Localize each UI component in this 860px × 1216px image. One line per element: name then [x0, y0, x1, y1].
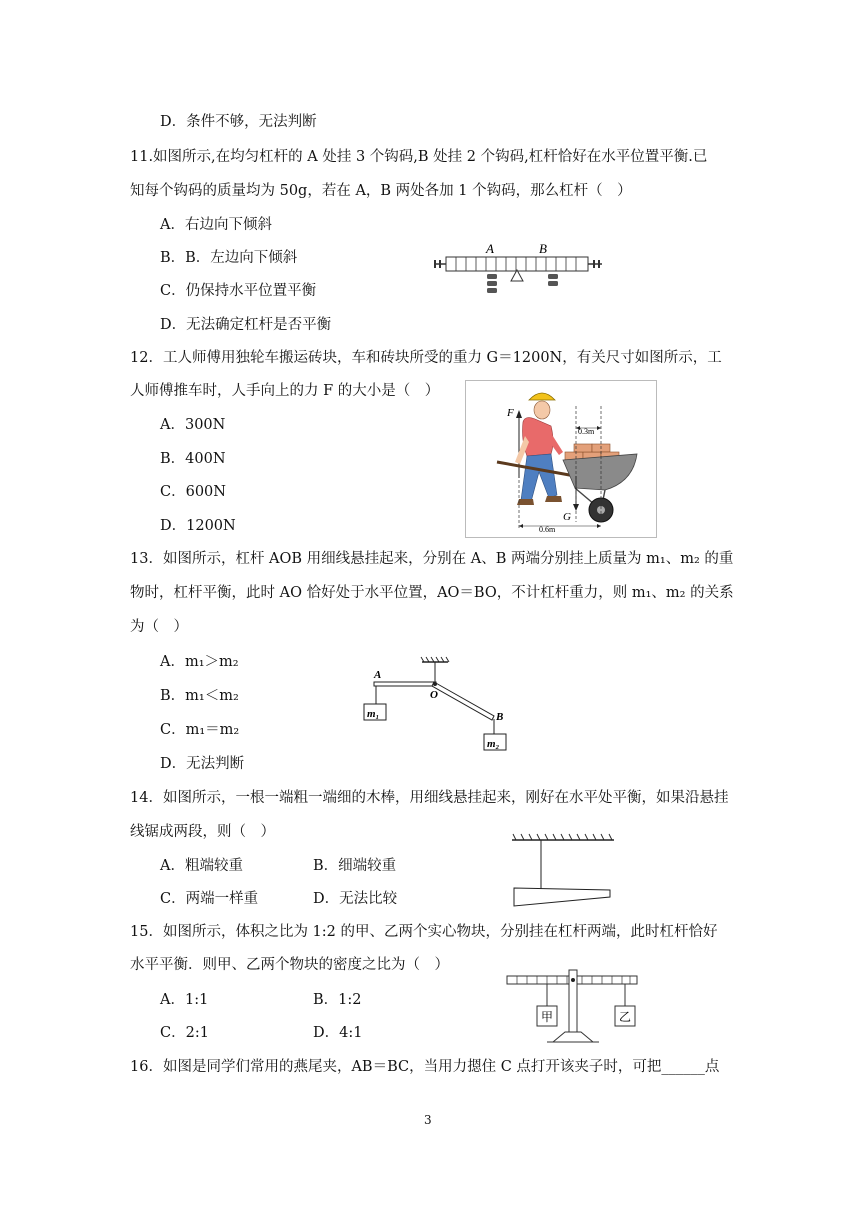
q12-option-b: B．400N [160, 451, 226, 467]
q12-option-d: D．1200N [160, 518, 236, 534]
q15-option-a: A．1:1 [160, 992, 209, 1008]
q10-option-d: D．条件不够，无法判断 [160, 114, 317, 130]
q11-option-c: C．仍保持水平位置平衡 [160, 283, 317, 299]
q13-option-a: A．m₁＞m₂ [160, 654, 239, 670]
q13-stem-line2: 物时，杠杆平衡，此时 AO 恰好处于水平位置，AO＝BO，不计杠杆重力，则 m₁、m₂ 的关系 [130, 585, 734, 601]
q13-fig-label-b: B [496, 711, 504, 723]
q12-option-a: A．300N [160, 417, 226, 433]
q13-option-d: D．无法判断 [160, 756, 245, 772]
q12-wheelbarrow-figure [465, 380, 657, 538]
q13-stem-line1: 13．如图所示，杠杆 AOB 用细线悬挂起来，分别在 A、B 两端分别挂上质量为 m₁、m₂ 的重 [130, 551, 734, 567]
q15-option-d: D．4:1 [313, 1025, 363, 1041]
q11-fig-label-b: B [539, 241, 547, 256]
q11-lever-figure [430, 238, 610, 300]
q13-fig-label-o: O [430, 689, 438, 701]
page-number: 3 [424, 1113, 432, 1127]
q12-stem-line2: 人师傅推车时，人手向上的力 F 的大小是（ ） [130, 383, 440, 399]
q14-option-d: D．无法比较 [313, 891, 398, 907]
q11-option-b: B．B．左边向下倾斜 [160, 250, 298, 266]
q12-fig-label-g: G [563, 511, 571, 523]
q11-weights-a [487, 274, 497, 293]
q14-option-b: B．细端较重 [313, 858, 397, 874]
q12-fig-label-f: F [507, 407, 514, 419]
q13-fig-label-a: A [374, 669, 382, 681]
q15-option-c: C．2:1 [160, 1025, 209, 1041]
q12-stem-line1: 12．工人师傅用独轮车搬运砖块，车和砖块所受的重力 G＝1200N，有关尺寸如图所示，工 [130, 350, 722, 366]
q11-stem-line2: 知每个钩码的质量均为 50g，若在 A，B 两处各加 1 个钩码，那么杠杆（ ） [130, 183, 632, 199]
q11-fig-label-a: A [486, 241, 494, 256]
q15-option-b: B．1:2 [313, 992, 362, 1008]
q11-weights-b [548, 274, 558, 286]
q12-fig-dim-short: 0.3m [578, 427, 595, 436]
q11-option-d: D．无法确定杠杆是否平衡 [160, 317, 332, 333]
q11-stem-line1: 11.如图所示,在均匀杠杆的 A 处挂 3 个钩码,B 处挂 2 个钩码,杠杆恰好在水平位置平衡.已 [130, 149, 708, 165]
q13-fig-label-m2: m₂ [487, 738, 500, 750]
q14-stem-line1: 14．如图所示，一根一端粗一端细的木棒，用细线悬挂起来，刚好在水平处平衡，如果沿悬挂 [130, 790, 729, 806]
q12-fig-dim-long: 0.6m [539, 525, 556, 534]
q15-fig-label-jia: 甲 [540, 1010, 554, 1024]
q15-lever-figure [505, 966, 640, 1046]
q11-option-a: A．右边向下倾斜 [160, 217, 272, 233]
q13-lever-figure [362, 656, 512, 754]
q15-stem-line2: 水平平衡．则甲、乙两个物块的密度之比为（ ） [130, 957, 449, 973]
q12-option-c: C．600N [160, 484, 226, 500]
q14-option-c: C．两端一样重 [160, 891, 259, 907]
q13-option-b: B．m₁＜m₂ [160, 688, 239, 704]
q14-stem-line2: 线锯成两段，则（ ） [130, 824, 275, 840]
q15-stem-line1: 15．如图所示，体积之比为 1:2 的甲、乙两个实心物块，分别挂在杠杆两端，此时杠杆恰好 [130, 924, 718, 940]
q14-option-a: A．粗端较重 [160, 858, 243, 874]
q14-stick-figure [508, 830, 618, 912]
q13-stem-line3: 为（ ） [130, 619, 188, 635]
q13-fig-label-m1: m₁ [367, 708, 380, 720]
q13-option-c: C．m₁＝m₂ [160, 722, 240, 738]
q16-stem-line1: 16．如图是同学们常用的燕尾夹，AB＝BC，当用力摁住 C 点打开该夹子时，可把______点 [130, 1059, 720, 1075]
q15-fig-label-yi: 乙 [618, 1010, 632, 1024]
